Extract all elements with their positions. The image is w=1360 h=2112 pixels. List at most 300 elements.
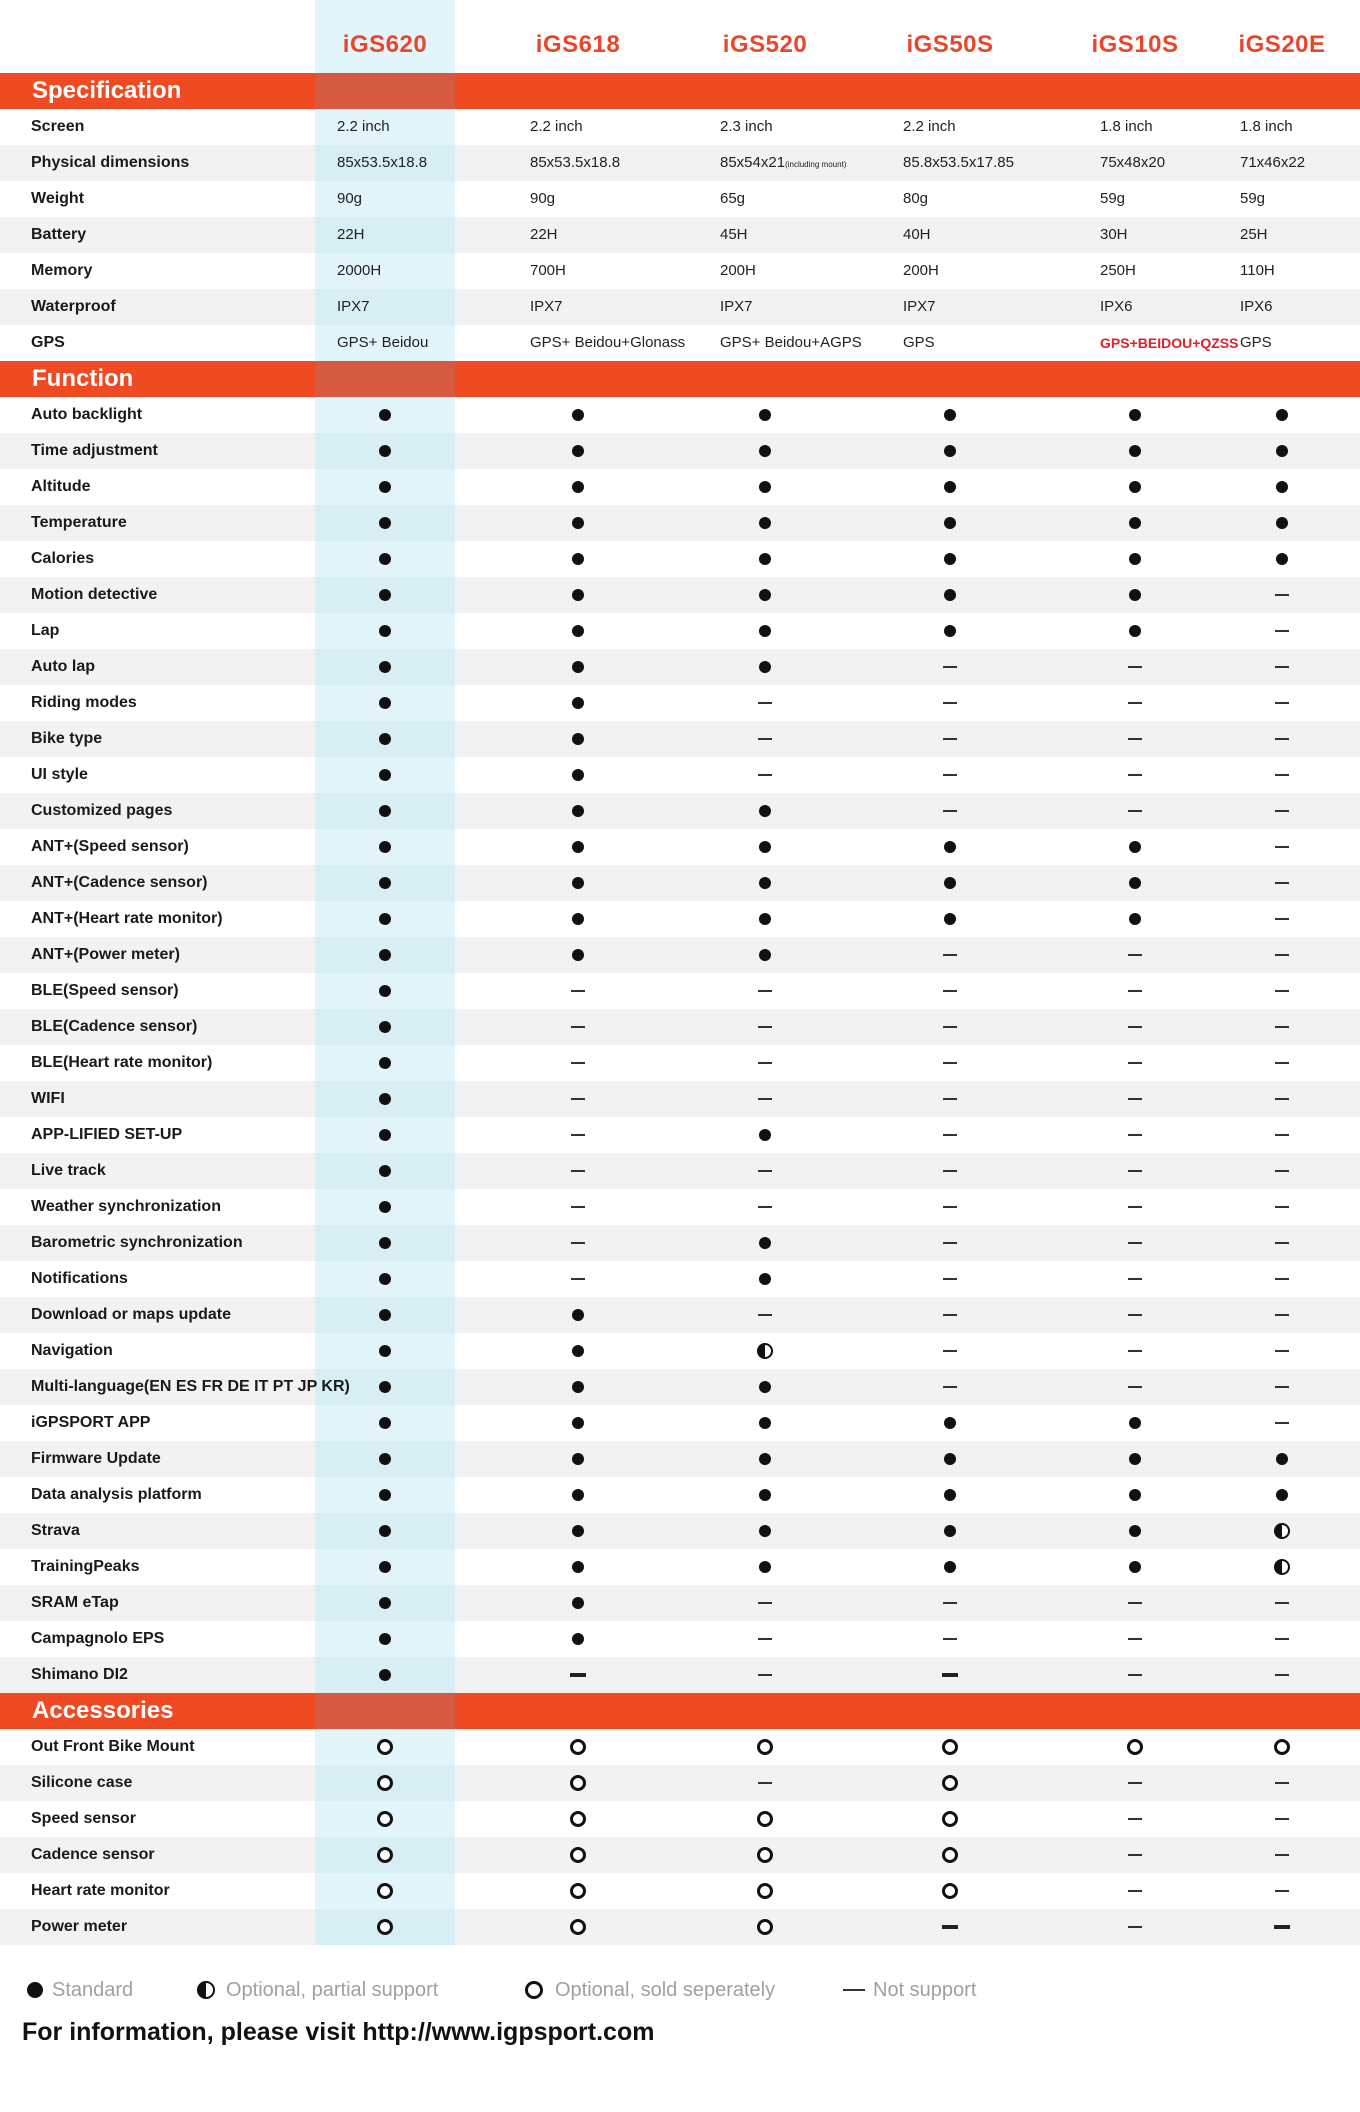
standard-dot-icon [379,445,391,457]
ring-icon [757,1739,773,1755]
dash-icon [943,702,957,704]
dash-icon [1128,1062,1142,1064]
dash-icon [1128,702,1142,704]
dash-icon [1128,990,1142,992]
dash-icon [1275,594,1289,596]
table-row [0,1189,1360,1225]
section-highlight [315,361,455,397]
standard-dot-icon [379,985,391,997]
standard-dot-icon [379,1597,391,1609]
dash-icon [943,954,957,956]
ring-icon [757,1847,773,1863]
dash-icon [758,1098,772,1100]
dash-icon [1275,1026,1289,1028]
spec-cell: 200H [903,262,939,279]
standard-dot-icon [1129,1417,1141,1429]
dash-icon [1128,1854,1142,1856]
standard-dot-icon [572,1345,584,1357]
ring-icon [570,1739,586,1755]
dash-icon [1275,1818,1289,1820]
ring-icon [757,1919,773,1935]
row-label: Silicone case [31,1774,133,1791]
row-label: WIFI [31,1090,65,1107]
standard-dot-icon [759,1489,771,1501]
table-row [0,397,1360,433]
section-title: Specification [32,77,182,104]
standard-dot-icon [379,805,391,817]
standard-dot-icon [379,1633,391,1645]
row-label: Campagnolo EPS [31,1630,165,1647]
ring-icon [377,1775,393,1791]
row-label: Screen [31,118,85,135]
cell-note: (including mount) [785,160,847,169]
table-row [0,937,1360,973]
spec-cell: 85.8x53.5x17.85 [903,154,1014,171]
dash-icon [1128,1890,1142,1892]
dash-icon [1275,1422,1289,1424]
table-row [0,613,1360,649]
table-row [0,757,1360,793]
row-label: Riding modes [31,694,137,711]
dash-icon [1275,990,1289,992]
row-label: Memory [31,262,93,279]
dash-icon [943,1206,957,1208]
spec-cell: IPX7 [530,298,563,315]
ring-icon [570,1811,586,1827]
spec-cell: 1.8 inch [1240,118,1293,135]
model-header-igs520: iGS520 [722,31,808,58]
legend-not-support: Not support [873,1979,977,2001]
standard-dot-icon [944,625,956,637]
standard-dot-icon [379,697,391,709]
row-label: Multi-language(EN ES FR DE IT PT JP KR) [31,1378,350,1395]
standard-dot-icon [944,1417,956,1429]
dash-icon [758,1206,772,1208]
standard-dot-icon [572,913,584,925]
spec-cell: 59g [1100,190,1126,207]
row-label: Download or maps update [31,1306,232,1323]
ring-icon [1274,1739,1290,1755]
dash-icon [1128,1206,1142,1208]
table-row [0,1441,1360,1477]
standard-dot-icon [1129,913,1141,925]
dash-icon [571,1242,585,1244]
standard-dot-icon [1129,1489,1141,1501]
standard-dot-icon [759,409,771,421]
standard-dot-icon [944,877,956,889]
standard-dot-icon [759,1237,771,1249]
dash-icon [571,1206,585,1208]
ring-icon [942,1775,958,1791]
dash-icon [1275,882,1289,884]
model-header-igs620: iGS620 [342,31,428,58]
row-label: SRAM eTap [31,1594,119,1611]
spec-cell: 40H [903,226,931,243]
standard-dot-icon [1276,445,1288,457]
legend-partial: Optional, partial support [226,1979,439,2001]
dash-icon [1128,1782,1142,1784]
table-row [0,577,1360,613]
dash-icon [1275,810,1289,812]
row-label: BLE(Speed sensor) [31,982,179,999]
dash-icon [1128,1314,1142,1316]
dash-icon [1128,1278,1142,1280]
standard-dot-icon [1276,1453,1288,1465]
standard-dot-icon [572,1597,584,1609]
standard-dot-icon [1276,409,1288,421]
standard-dot-icon [379,1201,391,1213]
row-label: Cadence sensor [31,1846,155,1863]
row-label: Strava [31,1522,80,1539]
standard-dot-icon [379,1165,391,1177]
ring-icon [942,1811,958,1827]
row-label: Auto backlight [31,406,143,423]
row-label: ANT+(Power meter) [31,946,180,963]
standard-dot-icon [379,1237,391,1249]
spec-cell: 1.8 inch [1100,118,1153,135]
table-row [0,1333,1360,1369]
row-label: Navigation [31,1342,113,1359]
standard-dot-icon [572,553,584,565]
row-label: Waterproof [31,298,116,315]
spec-cell: GPS [1240,334,1272,351]
standard-dot-icon [944,553,956,565]
standard-dot-icon [944,1525,956,1537]
spec-cell: 85x53.5x18.8 [337,154,428,171]
standard-dot-icon [1129,625,1141,637]
ring-icon [570,1919,586,1935]
standard-dot-icon [759,553,771,565]
standard-dot-icon [759,661,771,673]
section-highlight [315,73,455,109]
dash-icon [1275,1890,1289,1892]
ring-icon [570,1847,586,1863]
row-label: ANT+(Cadence sensor) [31,874,208,891]
standard-dot-icon [572,1453,584,1465]
standard-dot-icon [379,1129,391,1141]
standard-dot-icon [572,625,584,637]
table-row [0,217,1360,253]
standard-dot-icon [759,589,771,601]
model-header-igs50s: iGS50S [906,31,994,58]
dash-icon [758,1638,772,1640]
standard-dot-icon [1129,445,1141,457]
standard-dot-icon [379,481,391,493]
standard-dot-icon [572,841,584,853]
dash-icon [1128,774,1142,776]
standard-dot-icon [379,1309,391,1321]
standard-dot-icon [759,913,771,925]
dash-icon [1275,1350,1289,1352]
standard-dot-icon [1129,553,1141,565]
standard-dot-icon [379,877,391,889]
standard-dot-icon [944,1561,956,1573]
dash-icon [1275,1854,1289,1856]
row-label: Shimano DI2 [31,1666,128,1683]
row-label: BLE(Cadence sensor) [31,1018,198,1035]
row-label: GPS [31,334,65,351]
standard-dot-icon [572,481,584,493]
row-label: UI style [31,766,88,783]
standard-dot-icon [1129,877,1141,889]
table-row [0,1837,1360,1873]
standard-dot-icon [759,877,771,889]
spec-cell: 25H [1240,226,1268,243]
table-row [0,433,1360,469]
table-row [0,1225,1360,1261]
standard-dot-icon [379,553,391,565]
table-row [0,1297,1360,1333]
model-header-igs618: iGS618 [535,31,621,58]
dash-icon [758,1062,772,1064]
dash-icon [1275,630,1289,632]
table-row [0,1513,1360,1549]
dash-icon [1128,1170,1142,1172]
standard-dot-icon [944,517,956,529]
spec-cell: 59g [1240,190,1266,207]
standard-dot-icon [1129,1525,1141,1537]
standard-dot-icon [1276,1489,1288,1501]
table-row [0,1657,1360,1693]
dash-icon [571,990,585,992]
spec-cell: IPX6 [1100,298,1133,315]
standard-dot-icon [379,1093,391,1105]
table-row [0,1405,1360,1441]
table-row [0,505,1360,541]
dash-icon [943,666,957,668]
spec-cell: 71x46x22 [1240,154,1306,171]
standard-dot-icon [759,1381,771,1393]
standard-dot-icon [1129,1561,1141,1573]
section-function [0,361,1360,397]
dash-icon [1275,702,1289,704]
ring-icon [377,1919,393,1935]
dash-icon [1128,1818,1142,1820]
dash-icon [1275,774,1289,776]
spec-cell: 110H [1240,262,1275,279]
legend-standard: Standard [52,1979,134,2001]
standard-dot-icon [572,1309,584,1321]
table-row [0,469,1360,505]
standard-dot-icon [759,1129,771,1141]
model-header-igs10s: iGS10S [1091,31,1179,58]
dash-icon [1128,1134,1142,1136]
dash-icon [758,1602,772,1604]
dash-icon [1275,954,1289,956]
dash-icon [1128,738,1142,740]
dash-icon [943,1062,957,1064]
dash-icon [758,1314,772,1316]
ring-icon [377,1811,393,1827]
standard-dot-icon [759,805,771,817]
standard-dot-icon [572,697,584,709]
standard-dot-icon [1129,589,1141,601]
table-row [0,1045,1360,1081]
spec-cell: GPS+ Beidou+Glonass [530,334,686,351]
table-row [0,1117,1360,1153]
table-row [0,541,1360,577]
standard-dot-icon [572,445,584,457]
row-label: Power meter [31,1918,128,1935]
ring-icon [1127,1739,1143,1755]
standard-dot-icon [572,805,584,817]
dash-icon [1128,666,1142,668]
row-label: ANT+(Speed sensor) [31,838,189,855]
dash-icon [758,738,772,740]
standard-dot-icon [379,1345,391,1357]
dash-icon [571,1062,585,1064]
dash-icon [571,1170,585,1172]
table-row [0,1585,1360,1621]
spec-cell: 80g [903,190,929,207]
table-row [0,325,1360,361]
table-row [0,1153,1360,1189]
ring-icon [377,1847,393,1863]
table-row [0,685,1360,721]
spec-cell: 75x48x20 [1100,154,1166,171]
table-row [0,721,1360,757]
dash-icon [1128,1026,1142,1028]
standard-dot-icon [572,661,584,673]
dash-icon [758,1782,772,1784]
dash-icon [943,1350,957,1352]
dash-icon [1275,1602,1289,1604]
standard-dot-icon [944,445,956,457]
table-row [0,793,1360,829]
standard-dot-icon [1129,481,1141,493]
table-row [0,1261,1360,1297]
row-label: ANT+(Heart rate monitor) [31,910,223,927]
spec-cell: 2.2 inch [903,118,956,135]
standard-dot-icon [944,1453,956,1465]
dash-icon [943,810,957,812]
row-label: Bike type [31,730,103,747]
half-circle-icon [1274,1523,1290,1539]
row-label: Live track [31,1162,106,1179]
dash-icon [1128,954,1142,956]
standard-dot-icon [759,517,771,529]
spec-cell: GPS+ Beidou [337,334,429,351]
standard-dot-icon [1129,517,1141,529]
row-highlight [315,217,455,253]
standard-dot-icon [379,1561,391,1573]
row-highlight [315,289,455,325]
table-row [0,109,1360,145]
spec-cell: 2.3 inch [720,118,773,135]
row-label: Weather synchronization [31,1198,221,1215]
standard-dot-icon [944,1489,956,1501]
standard-dot-icon [572,409,584,421]
dash-icon [1274,1925,1290,1929]
dash-icon [1275,1278,1289,1280]
standard-dot-icon [572,1417,584,1429]
spec-cell: IPX7 [337,298,370,315]
dash-icon [758,702,772,704]
dash-icon [943,1026,957,1028]
table-row [0,1621,1360,1657]
spec-cell: 22H [337,226,365,243]
half-circle-icon [197,1981,215,1999]
standard-dot-icon [572,949,584,961]
dash-icon [1275,846,1289,848]
section-title: Function [32,365,134,392]
dash-icon [1275,1134,1289,1136]
dash-icon [943,1170,957,1172]
dash-icon [1128,1926,1142,1928]
table-row [0,181,1360,217]
standard-dot-icon [572,1489,584,1501]
ring-icon [525,1981,543,1999]
standard-dot-icon [572,769,584,781]
row-label: BLE(Heart rate monitor) [31,1054,213,1071]
table-row [0,973,1360,1009]
spec-cell: GPS+ Beidou+AGPS [720,334,862,351]
dash-icon [1275,1314,1289,1316]
ring-icon [570,1775,586,1791]
row-label: Customized pages [31,802,173,819]
row-label: Battery [31,226,87,243]
table-row [0,1909,1360,1945]
dash-icon [1128,1098,1142,1100]
dash-icon [943,1134,957,1136]
dash-icon [1275,1638,1289,1640]
spec-cell: 200H [720,262,756,279]
standard-dot-icon [944,589,956,601]
row-label: Heart rate monitor [31,1882,170,1899]
standard-dot-icon [379,625,391,637]
row-label: Out Front Bike Mount [31,1738,195,1755]
standard-dot-icon [379,1273,391,1285]
row-label: Barometric synchronization [31,1234,243,1251]
standard-dot-icon [572,733,584,745]
standard-dot-icon [1129,409,1141,421]
row-label: Temperature [31,514,127,531]
row-label: Altitude [31,478,91,495]
dash-icon [1275,1206,1289,1208]
standard-dot-icon [379,661,391,673]
dash-icon [1275,1098,1289,1100]
spec-cell: 90g [530,190,556,207]
row-label: Motion detective [31,586,158,603]
standard-dot-icon [379,733,391,745]
dash-icon [1128,1386,1142,1388]
standard-dot-icon [379,1021,391,1033]
section-specification [0,73,1360,109]
table-row [0,1549,1360,1585]
spec-cell: GPS+BEIDOU+QZSS [1100,335,1239,351]
section-accessories [0,1693,1360,1729]
spec-cell: 2.2 inch [337,118,390,135]
half-circle-icon [1274,1559,1290,1575]
row-label: Physical dimensions [31,154,190,171]
row-highlight [315,253,455,289]
dash-icon [571,1134,585,1136]
dash-icon [571,1026,585,1028]
ring-icon [377,1883,393,1899]
spec-cell: 30H [1100,226,1128,243]
standard-dot-icon [379,1453,391,1465]
dash-icon [943,1638,957,1640]
dash-icon [758,774,772,776]
standard-dot-icon [572,517,584,529]
standard-dot-icon [572,877,584,889]
standard-dot-icon [1276,481,1288,493]
standard-dot-icon [572,1381,584,1393]
standard-dot-icon [759,481,771,493]
row-label: Calories [31,550,95,567]
table-row [0,1801,1360,1837]
spec-cell: 85x53.5x18.8 [530,154,621,171]
